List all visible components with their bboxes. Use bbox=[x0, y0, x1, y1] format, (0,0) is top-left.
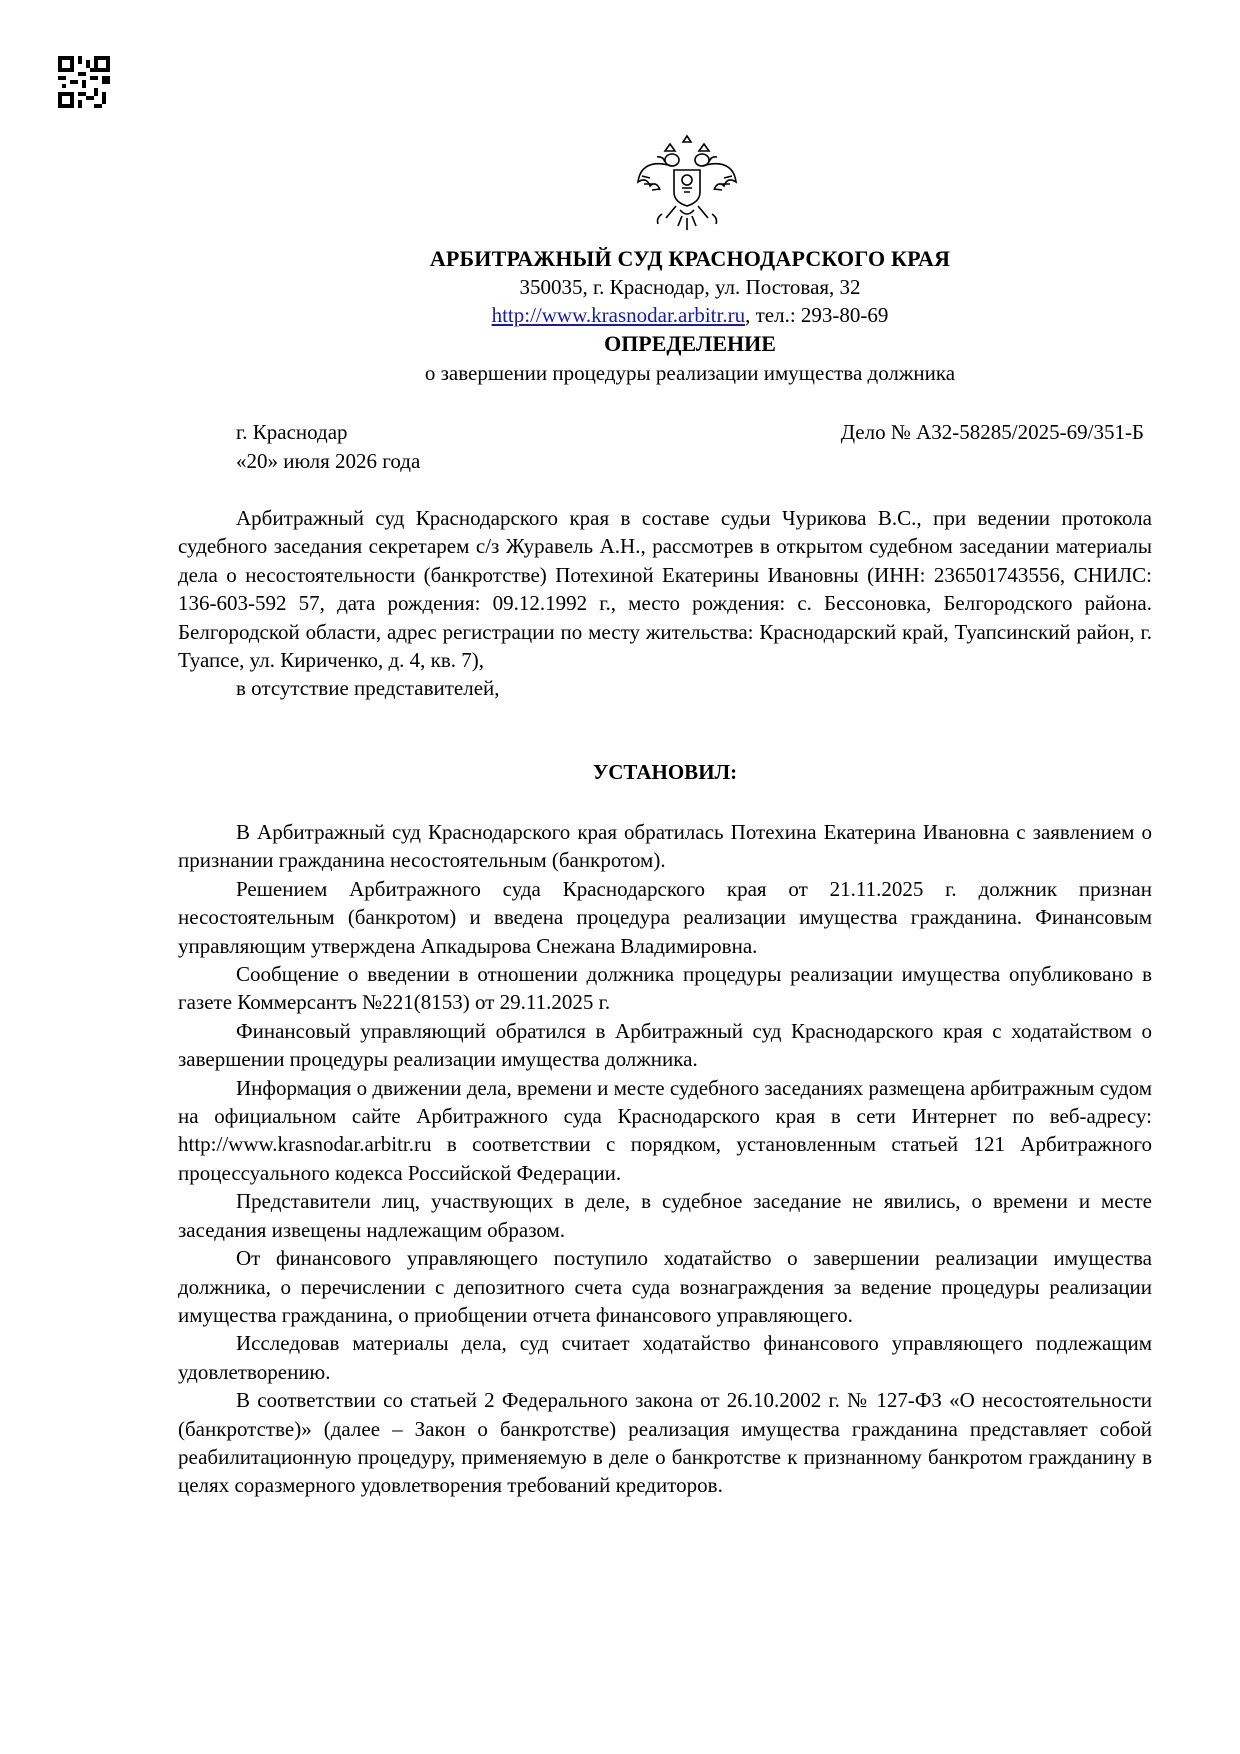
document-title: ОПРЕДЕЛЕНИЕ bbox=[604, 331, 776, 356]
findings-section bbox=[178, 818, 1152, 1500]
intro-paragraph: Арбитражный суд Краснодарского края в составе судьи Чурикова В.С., при ведении протокола судебного заседания секретарем с/з Журавель А.Н., рассмотрев в открытом судебном заседании материалы дела о несостоятельности (банкротстве) Потехиной Екатерины Ивановны (ИНН: 236501743556, СНИЛС: 136-603-592 57, дата рождения: 09.12.1992 г., место рождения: с. Бессоновка, Белгородского района. Белгородской области, адрес регистрации по месту жительства: Краснодарский край, Туапсинский район, г. Туапсе, ул. Кириченко, д. 4, кв. 7), bbox=[178, 506, 1152, 673]
findings-paragraph: Информация о движении дела, времени и месте судебного заседаниях размещена арбитражным судом на официальном сайте Арбитражного суда Краснодарского края в сети Интернет по веб-адресу: http://www.krasnodar.arbitr.ru в соответствии с порядком, установленным статьей 121 Арбитражного процессуального кодекса Российской Федерации. bbox=[178, 1075, 1152, 1185]
court-contact bbox=[180, 303, 1200, 328]
document-city: г. Краснодар bbox=[236, 420, 348, 444]
section-heading: УСТАНОВИЛ: bbox=[592, 760, 738, 784]
qr-code-icon bbox=[58, 56, 110, 108]
findings-paragraph: Решением Арбитражного суда Краснодарского края от 21.11.2025 г. должник признан несостоятельным (банкротом) и введена процедура реализации имущества гражданина. Финансовым управляющим утверждена Апкадырова Снежана Владимировна. bbox=[178, 876, 1152, 958]
document-subtitle: о завершении процедуры реализации имущества должника bbox=[424, 361, 956, 385]
intro-section bbox=[178, 504, 1152, 703]
findings-paragraph: Финансовый управляющий обратился в Арбитражный суд Краснодарского края с ходатайством о завершении процедуры реализации имущества должника. bbox=[178, 1018, 1152, 1072]
coat-of-arms-icon bbox=[632, 130, 742, 238]
findings-paragraph: Исследовав материалы дела, суд считает ходатайство финансового управляющего подлежащим удовлетворению. bbox=[178, 1331, 1152, 1384]
court-website-link[interactable]: http://www.krasnodar.arbitr.ru bbox=[491, 303, 746, 327]
case-number: Дело № А32-58285/2025-69/351-Б bbox=[840, 420, 1144, 444]
court-phone: , тел.: 293-80-69 bbox=[745, 303, 889, 327]
court-address: 350035, г. Краснодар, ул. Постовая, 32 bbox=[519, 275, 861, 299]
findings-paragraph: От финансового управляющего поступило ходатайство о завершении реализации имущества должника, о перечислении с депозитного счета суда вознаграждения за ведение процедуры реализации имущества гражданина, о приобщении отчета финансового управляющего. bbox=[178, 1246, 1152, 1327]
court-name: АРБИТРАЖНЫЙ СУД КРАСНОДАРСКОГО КРАЯ bbox=[429, 246, 951, 271]
intro-paragraph: в отсутствие представителей, bbox=[236, 676, 500, 701]
document-place-date bbox=[236, 418, 420, 476]
document-date: «20» июля 2026 года bbox=[236, 449, 421, 473]
findings-paragraph: Представители лиц, участвующих в деле, в судебное заседание не явились, о времени и месте заседания извещены надлежащим образом. bbox=[178, 1189, 1152, 1242]
findings-paragraph: В соответствии со статьей 2 Федерального закона от 26.10.2002 г. № 127-ФЗ «О несостоятельности (банкротстве)» (далее – Закон о банкротстве) реализация имущества гражданина представляет собой реабилитационную процедуру, применяемую в деле о банкротстве к признанному банкротом гражданину в целях соразмерного удовлетворения требований кредиторов. bbox=[178, 1388, 1152, 1498]
findings-paragraph: В Арбитражный суд Краснодарского края обратилась Потехина Екатерина Ивановна с заявлением о признании гражданина несостоятельным (банкротом). bbox=[178, 820, 1152, 873]
findings-paragraph: Сообщение о введении в отношении должника процедуры реализации имущества опубликовано в газете Коммерсантъ №221(8153) от 29.11.2025 г. bbox=[178, 962, 1152, 1015]
